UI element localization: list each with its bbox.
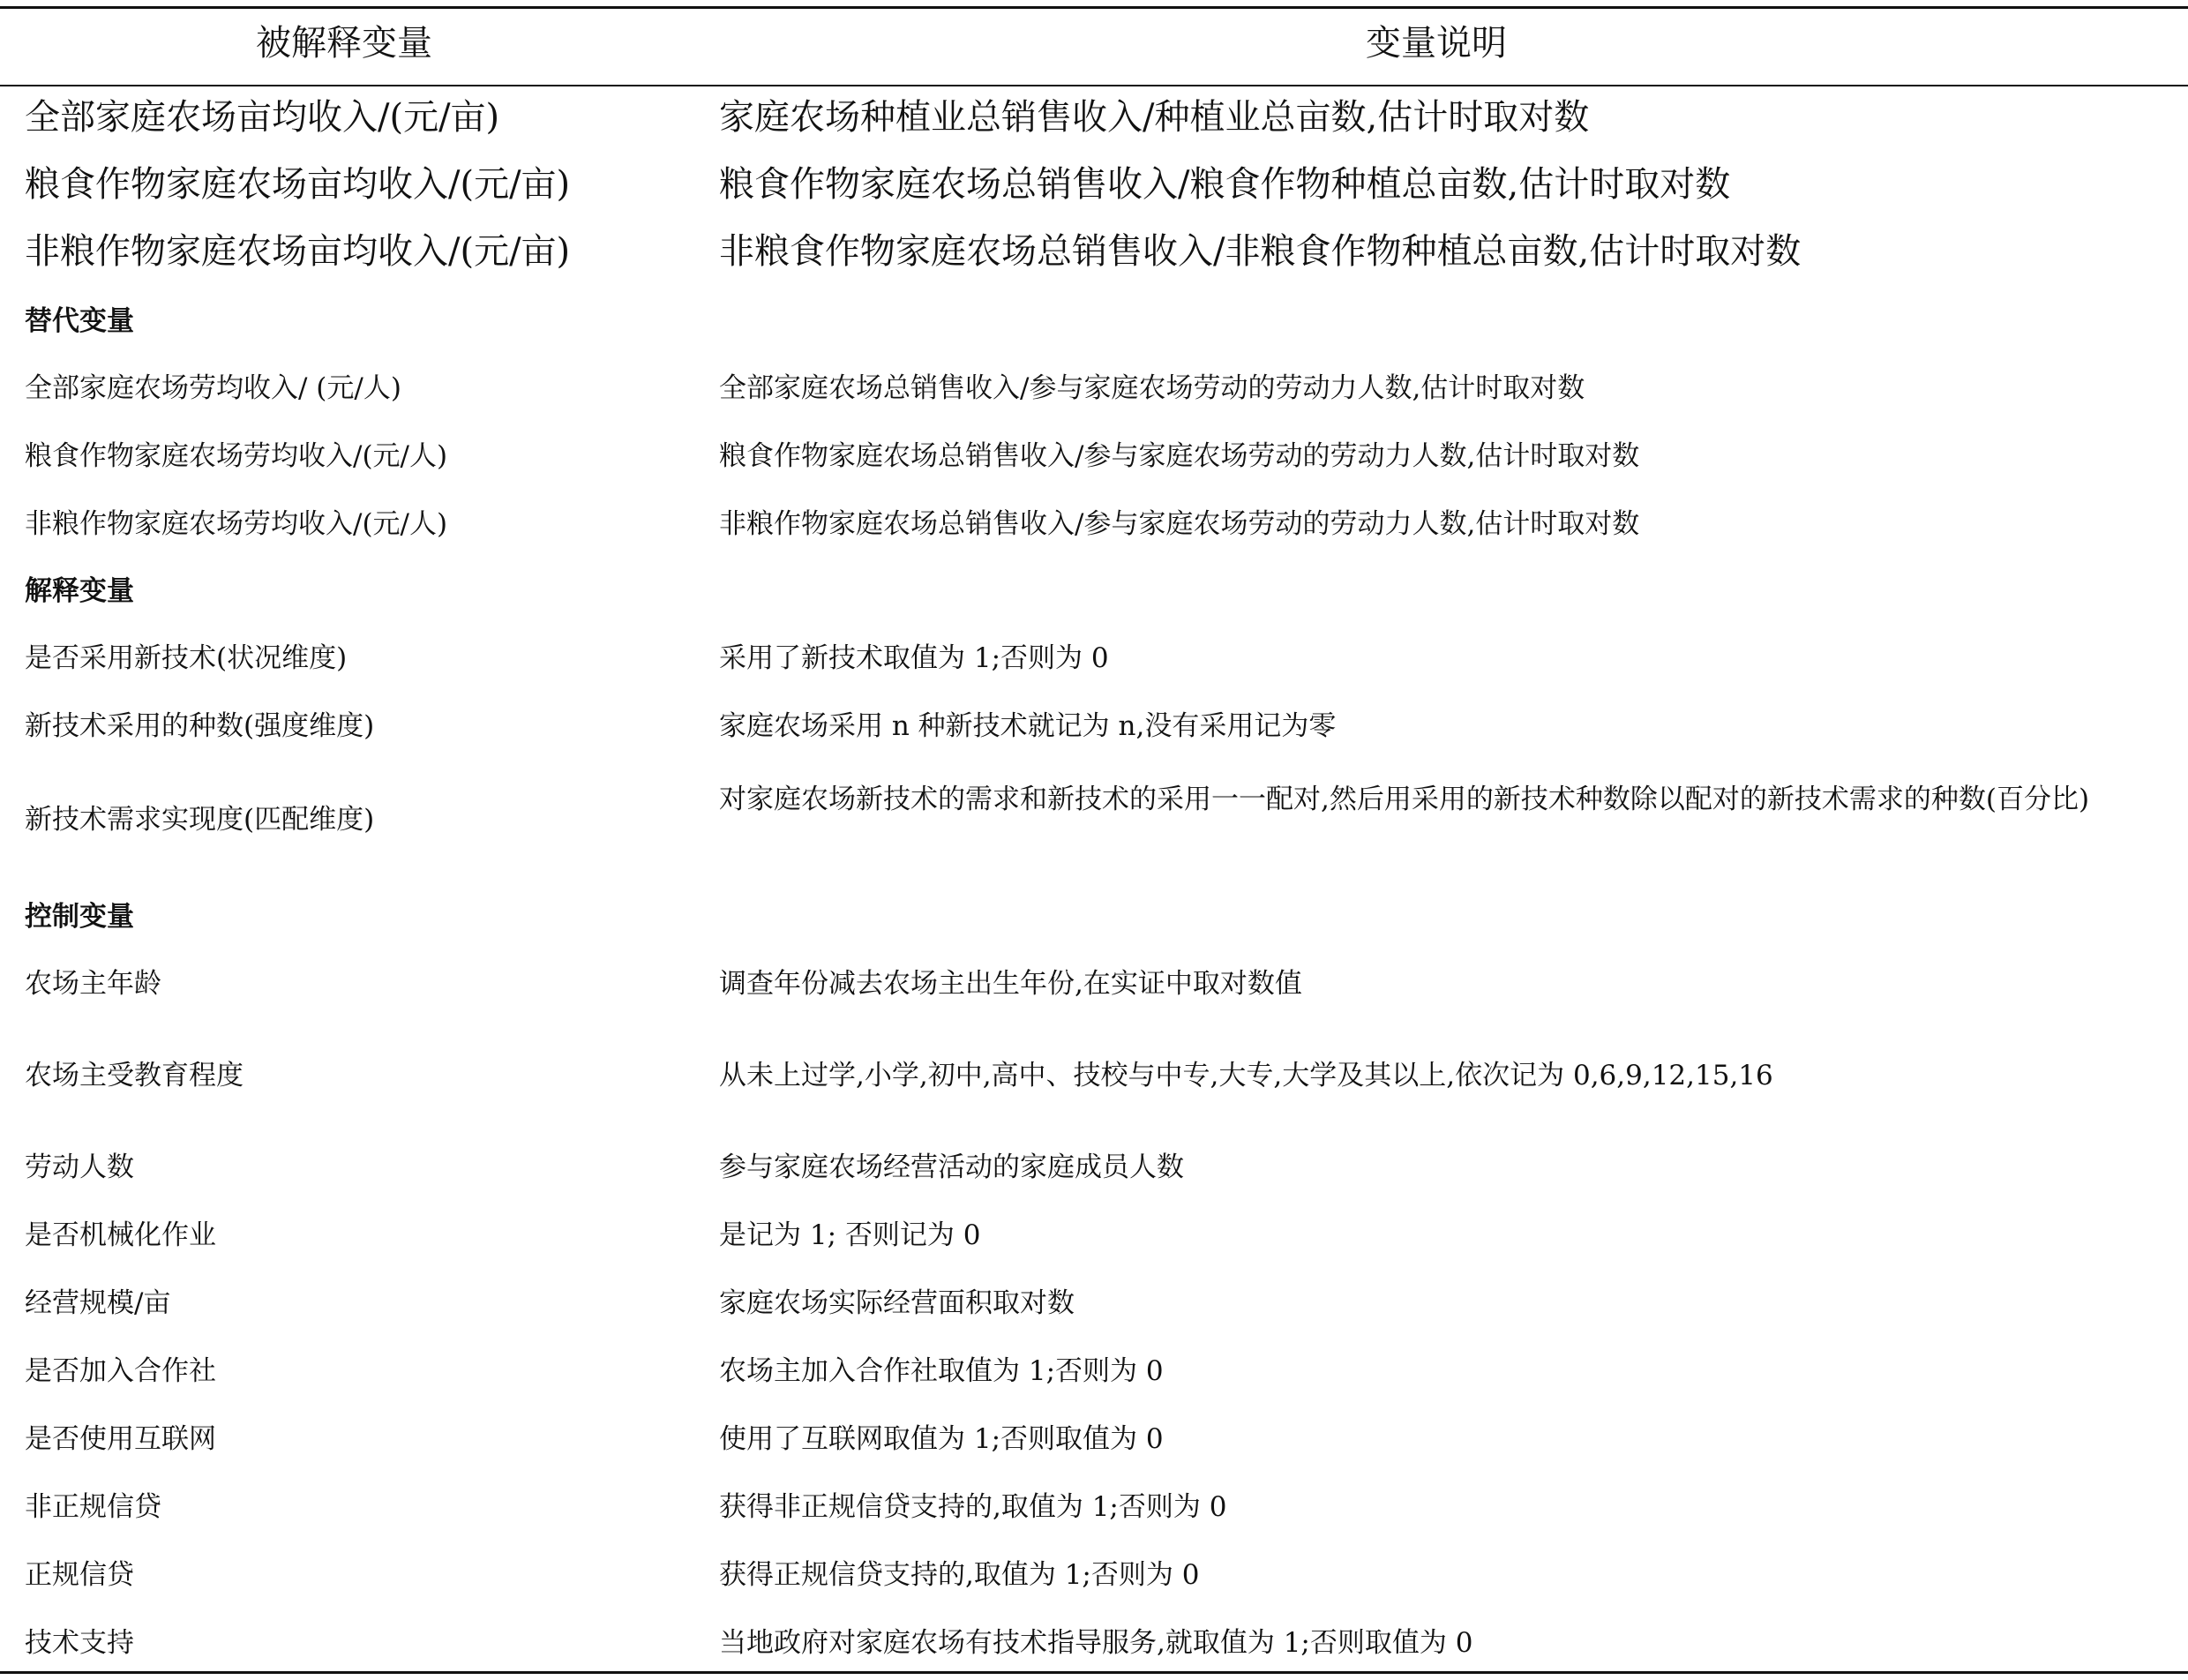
- row-desc: 家庭农场实际经营面积取对数: [719, 1287, 1075, 1319]
- row-desc: 获得正规信贷支持的,取值为 1;否则为 0: [719, 1559, 1200, 1591]
- header-rule: [0, 85, 2188, 86]
- row-desc: 使用了互联网取值为 1;否则取值为 0: [719, 1423, 1164, 1455]
- header-left: 被解释变量: [256, 23, 432, 64]
- row-desc: 获得非正规信贷支持的,取值为 1;否则为 0: [719, 1491, 1227, 1523]
- row-name: 粮食作物家庭农场亩均收入/(元/亩): [25, 164, 571, 205]
- row-desc: 非粮食作物家庭农场总销售收入/非粮食作物种植总亩数,估计时取对数: [719, 231, 1802, 272]
- row-name: 全部家庭农场亩均收入/(元/亩): [25, 97, 500, 138]
- row-name: 粮食作物家庭农场劳均收入/(元/人): [25, 440, 448, 472]
- row-desc: 家庭农场采用 n 种新技术就记为 n,没有采用记为零: [719, 710, 1337, 742]
- row-desc: 农场主加入合作社取值为 1;否则为 0: [719, 1355, 1164, 1387]
- row-desc: 对家庭农场新技术的需求和新技术的采用一一配对,然后用采用的新技术种数除以配对的新技术需求的种数(百分比): [719, 784, 2090, 815]
- row-name: 全部家庭农场劳均收入/ (元/人): [25, 372, 401, 404]
- row-name: 农场主年龄: [25, 968, 161, 1000]
- top-rule: [0, 6, 2188, 9]
- row-name: 非粮作物家庭农场劳均收入/(元/人): [25, 508, 448, 540]
- row-name: 是否机械化作业: [25, 1219, 216, 1251]
- row-name: 劳动人数: [25, 1151, 134, 1183]
- bottom-rule: [0, 1671, 2188, 1674]
- row-desc: 当地政府对家庭农场有技术指导服务,就取值为 1;否则取值为 0: [719, 1627, 1473, 1659]
- row-desc: 调查年份减去农场主出生年份,在实证中取对数值: [719, 968, 1302, 1000]
- row-desc: 粮食作物家庭农场总销售收入/粮食作物种植总亩数,估计时取对数: [719, 164, 1731, 205]
- row-desc: 粮食作物家庭农场总销售收入/参与家庭农场劳动的劳动力人数,估计时取对数: [719, 440, 1640, 472]
- row-name: 非粮作物家庭农场亩均收入/(元/亩): [25, 231, 571, 272]
- row-name: 新技术需求实现度(匹配维度): [25, 804, 375, 836]
- row-desc: 非粮作物家庭农场总销售收入/参与家庭农场劳动的劳动力人数,估计时取对数: [719, 508, 1640, 540]
- row-name: 经营规模/亩: [25, 1287, 171, 1319]
- row-name: 正规信贷: [25, 1559, 134, 1591]
- row-desc: 家庭农场种植业总销售收入/种植业总亩数,估计时取对数: [719, 97, 1590, 138]
- row-name: 非正规信贷: [25, 1491, 161, 1523]
- section-heading-control: 控制变量: [25, 901, 134, 933]
- row-desc: 是记为 1; 否则记为 0: [719, 1219, 981, 1251]
- row-name: 是否加入合作社: [25, 1355, 216, 1387]
- row-name: 技术支持: [25, 1627, 134, 1659]
- row-desc: 从未上过学,小学,初中,高中、技校与中专,大专,大学及其以上,依次记为 0,6,9,12,15,16: [719, 1060, 1773, 1091]
- row-name: 新技术采用的种数(强度维度): [25, 710, 375, 742]
- row-desc: 采用了新技术取值为 1;否则为 0: [719, 642, 1109, 674]
- section-heading-explanatory: 解释变量: [25, 575, 134, 607]
- row-desc: 参与家庭农场经营活动的家庭成员人数: [719, 1151, 1184, 1183]
- header-right: 变量说明: [1366, 23, 1507, 64]
- row-name: 是否使用互联网: [25, 1423, 216, 1455]
- section-heading-substitute: 替代变量: [25, 305, 134, 337]
- row-name: 农场主受教育程度: [25, 1060, 244, 1091]
- row-name: 是否采用新技术(状况维度): [25, 642, 348, 674]
- row-desc: 全部家庭农场总销售收入/参与家庭农场劳动的劳动力人数,估计时取对数: [719, 372, 1585, 404]
